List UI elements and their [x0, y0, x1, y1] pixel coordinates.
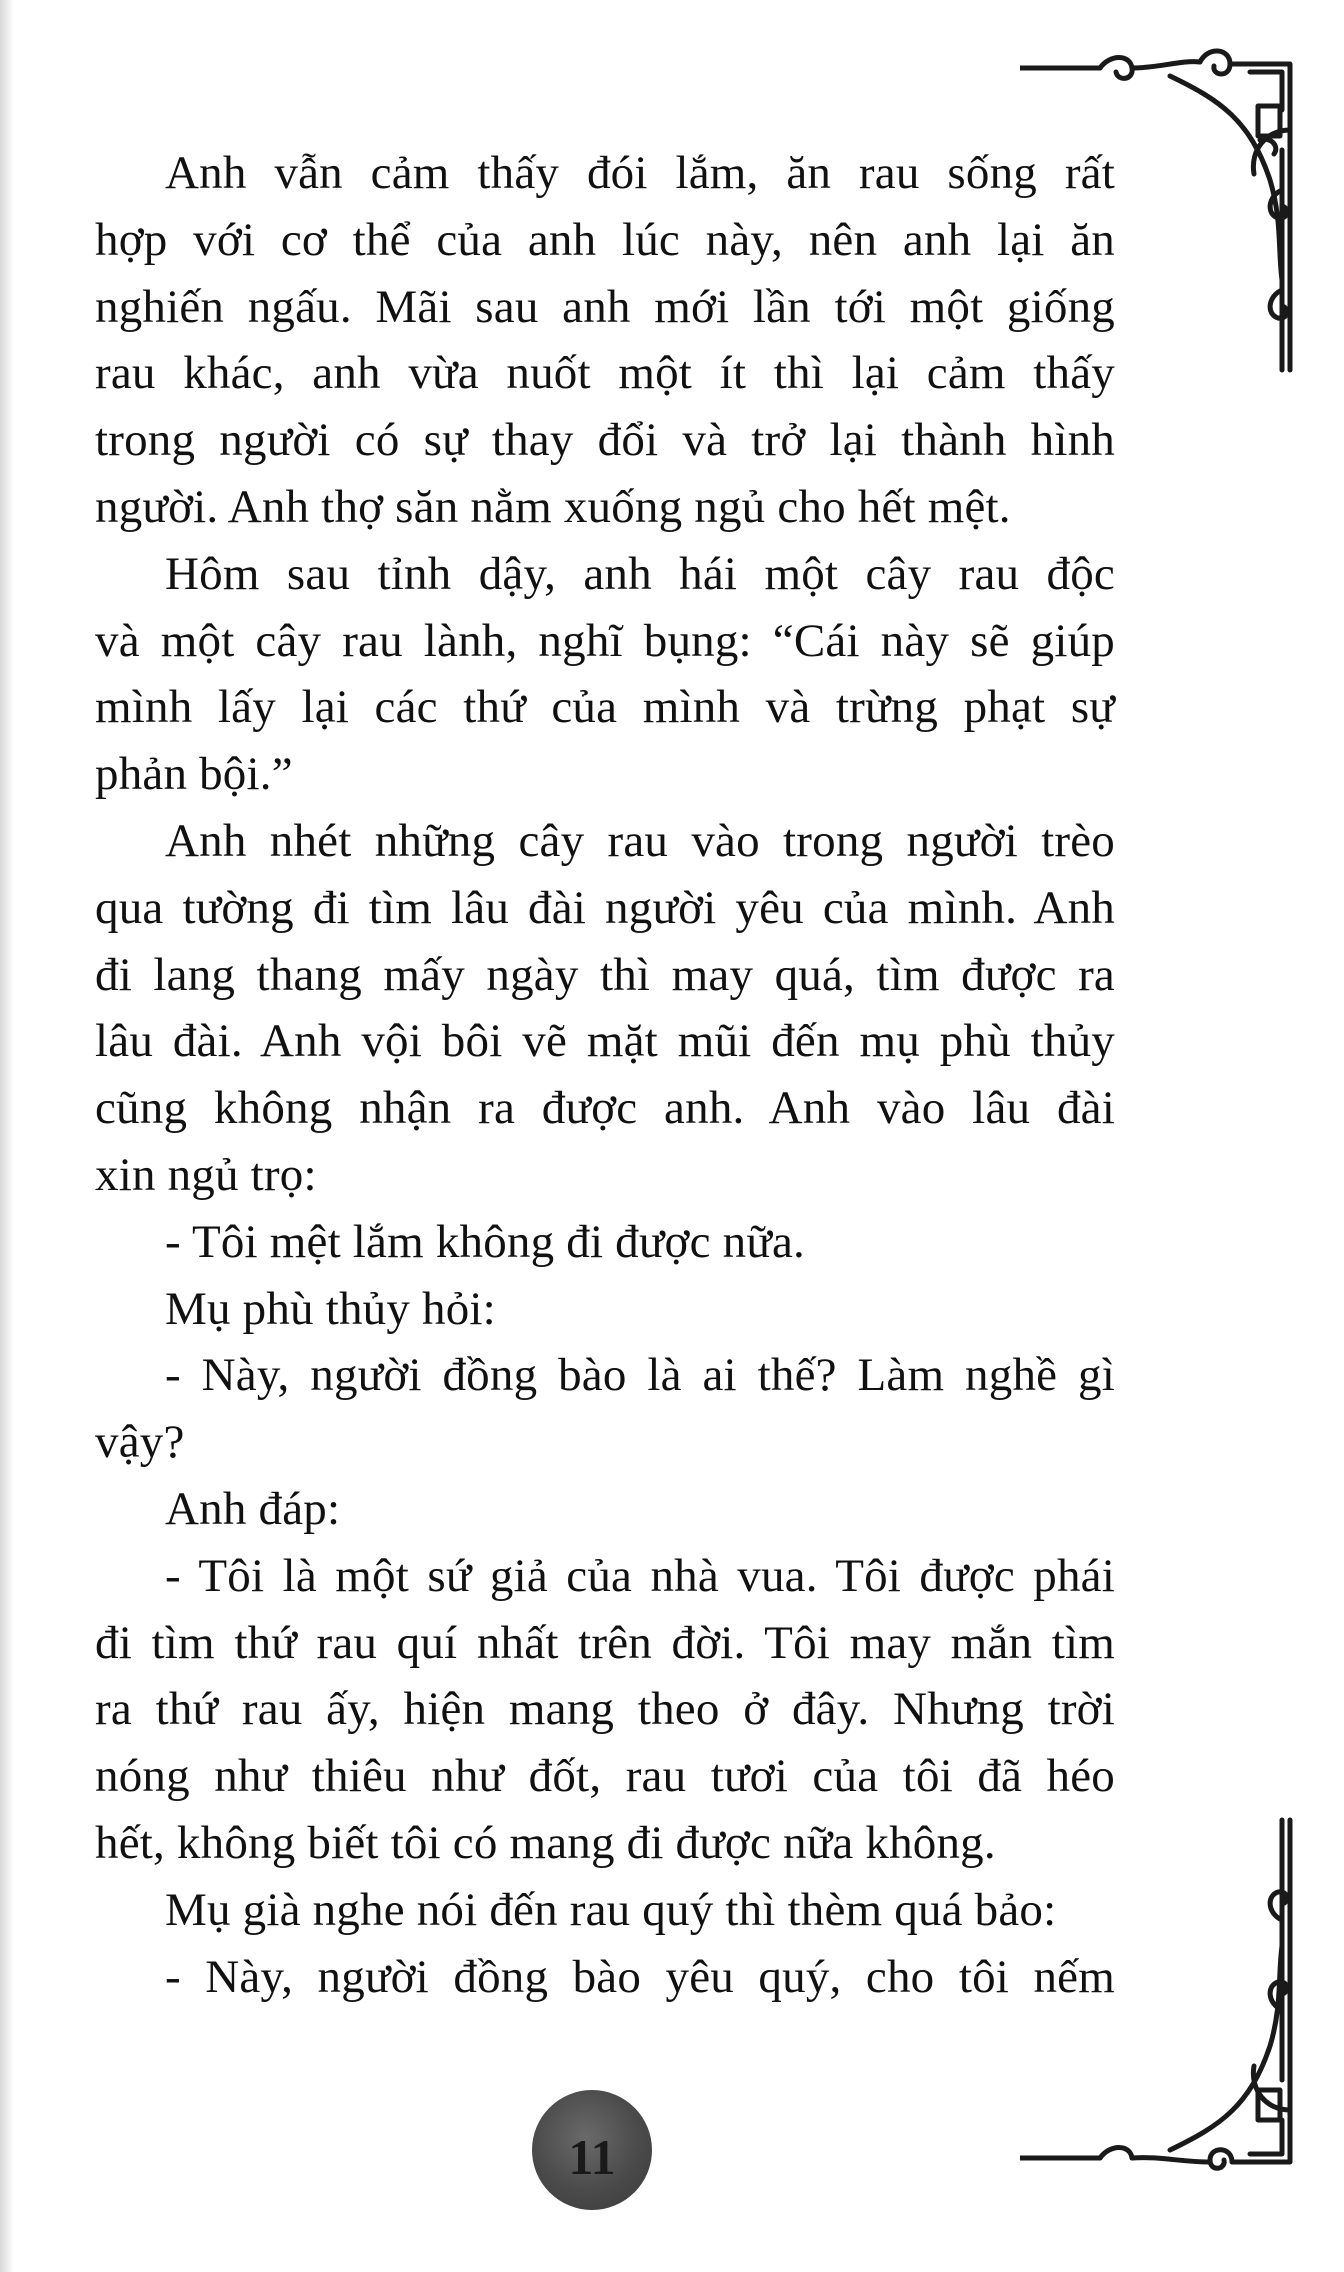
story-text	[95, 140, 1115, 2010]
text-line: đi lang thang mấy ngày thì may quá, tìm được ra	[95, 948, 1115, 1001]
text-line: Anh vẫn cảm thấy đói lắm, ăn rau sống rất	[165, 147, 1115, 199]
page-edge-shadow	[0, 0, 14, 2272]
text-line: - Này, người đồng bào là ai thế? Làm nghề gì	[165, 1349, 1115, 1402]
text-line: Mụ phù thủy hỏi:	[165, 1282, 496, 1335]
paragraph	[95, 1342, 1115, 1476]
text-line: Mụ già nghe nói đến rau quý thì thèm quá bảo:	[165, 1883, 1057, 1936]
paragraph	[95, 1543, 1115, 1877]
paragraph	[95, 1476, 1115, 1543]
text-line: mình lấy lại các thứ của mình và trừng phạt sự	[95, 681, 1115, 734]
paragraph	[95, 1877, 1115, 1944]
text-line: nóng như thiêu như đốt, rau tươi của tôi đã héo	[95, 1750, 1115, 1803]
text-line: ra thứ rau ấy, hiện mang theo ở đây. Nhưng trời	[95, 1683, 1115, 1736]
text-line: hợp với cơ thể của anh lúc này, nên anh lại ăn	[95, 213, 1115, 266]
text-line: phản bội.”	[95, 748, 293, 801]
text-line: vậy?	[95, 1416, 185, 1469]
page-number-badge	[532, 2090, 652, 2210]
text-line: lâu đài. Anh vội bôi vẽ mặt mũi đến mụ phù thủy	[95, 1015, 1115, 1068]
text-line: đi tìm thứ rau quí nhất trên đời. Tôi may mắn tìm	[95, 1616, 1115, 1669]
text-line: Anh nhét những cây rau vào trong người trèo	[165, 814, 1115, 867]
text-line: xin ngủ trọ:	[95, 1148, 317, 1201]
text-line: Anh đáp:	[165, 1482, 341, 1535]
text-line: rau khác, anh vừa nuốt một ít thì lại cảm thấy	[95, 347, 1115, 400]
text-line: trong người có sự thay đổi và trở lại thành hình	[95, 414, 1115, 467]
paragraph	[95, 1944, 1115, 2011]
paragraph	[95, 541, 1115, 808]
paragraph	[95, 140, 1115, 541]
text-line: qua tường đi tìm lâu đài người yêu của mình. Anh	[95, 881, 1115, 934]
text-line: người. Anh thợ săn nằm xuống ngủ cho hết mệt.	[95, 480, 1011, 533]
paragraph	[95, 808, 1115, 1209]
text-line: - Tôi là một sứ giả của nhà vua. Tôi được phái	[165, 1549, 1115, 1602]
text-line: cũng không nhận ra được anh. Anh vào lâu đài	[95, 1082, 1115, 1135]
text-line: - Tôi mệt lắm không đi được nữa.	[165, 1215, 806, 1268]
text-line: và một cây rau lành, nghĩ bụng: “Cái này sẽ giúp	[95, 614, 1115, 667]
paragraph	[95, 1209, 1115, 1276]
paragraph	[95, 1276, 1115, 1343]
text-line: hết, không biết tôi có mang đi được nữa không.	[95, 1816, 996, 1869]
text-line: nghiến ngấu. Mãi sau anh mới lần tới một giống	[95, 280, 1115, 333]
page-number: 11	[568, 2129, 616, 2185]
text-line: - Này, người đồng bào yêu quý, cho tôi nếm	[165, 1950, 1115, 2003]
text-line: Hôm sau tỉnh dậy, anh hái một cây rau độc	[165, 547, 1115, 600]
